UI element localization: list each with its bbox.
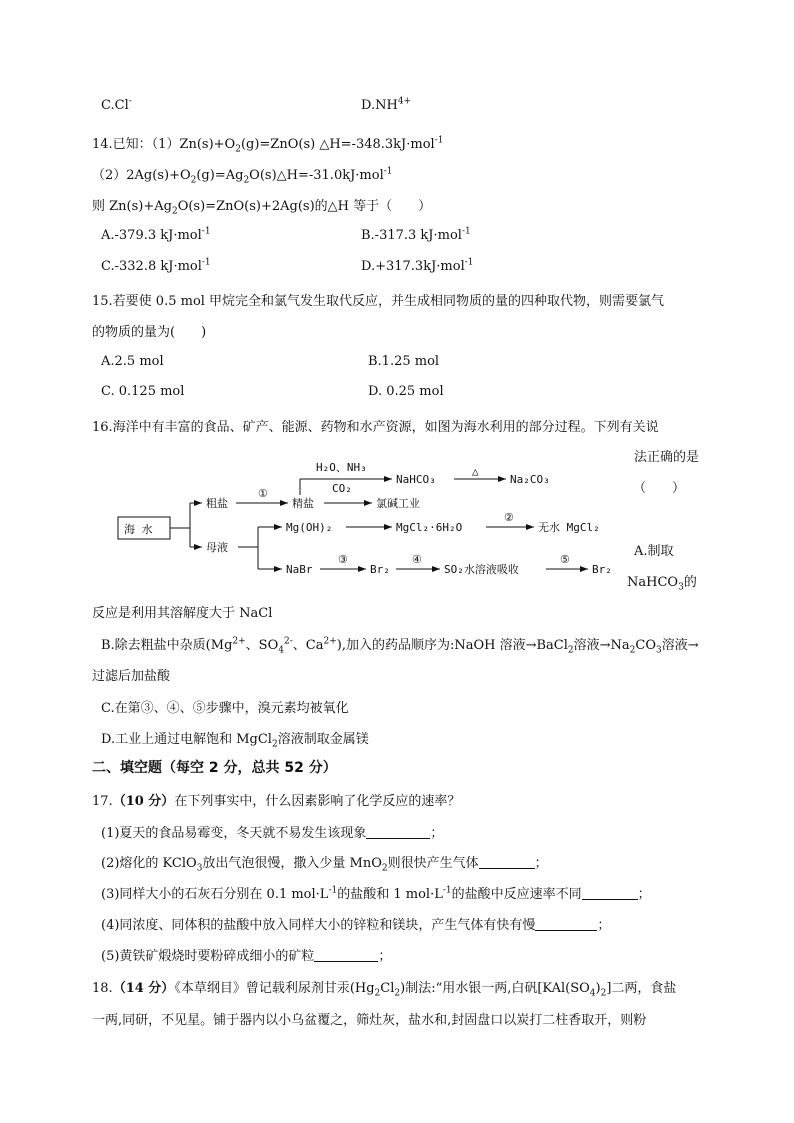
- q17-stem: 17.（10 分）在下列事实中，什么因素影响了化学反应的速率？: [92, 794, 461, 809]
- fine-salt-label: 精盐: [292, 497, 314, 510]
- answer-blank-1[interactable]: [366, 825, 430, 839]
- q17-item-5: (5)黄铁矿煅烧时要粉碎成细小的矿粒 ；: [101, 949, 392, 964]
- q17-item-1: (1)夏天的食品易霉变，冬天就不易发生该现象 ；: [101, 826, 444, 841]
- q15-option-a: A.2.5 mol: [101, 354, 164, 369]
- q16-option-b-line2: 过滤后加盐酸: [92, 669, 171, 684]
- q15-option-d: D. 0.25 mol: [368, 384, 444, 399]
- q15-option-c: C. 0.125 mol: [101, 384, 185, 399]
- na2co3-label: Na₂CO₃: [510, 473, 550, 486]
- answer-blank-4[interactable]: [535, 917, 597, 931]
- q13-option-c: C.Cl-: [101, 96, 132, 113]
- q18-line2: 一两,同研，不见星。铺于器内以小乌盆覆之，筛灶灰，盐水和,封固盘口以炭打二柱香取开，则粉: [92, 1013, 647, 1028]
- section-2-title: 二、填空题（每空 2 分，总共 52 分）: [92, 760, 337, 776]
- chlor-alkali-label: 氯碱工业: [376, 497, 420, 510]
- nahco3-label: NaHCO₃: [396, 473, 436, 486]
- so2-absorb-label: SO₂水溶液吸收: [444, 563, 519, 576]
- q16-option-a-line1: A.制取: [634, 544, 674, 559]
- q14-option-d: D.+317.3kJ·mol$^{-1}$: [361, 257, 474, 274]
- answer-blank-3[interactable]: [582, 886, 638, 900]
- q18-line1: 18.（14 分）《本草纲目》曾记载利尿剂甘汞$(Hg_2Cl_2)$制法:“用水银一两,白矾$[KAl(SO_4)_2]$二两，食盐: [92, 981, 677, 999]
- seawater-process-diagram: [110, 455, 630, 585]
- nabr-label: NaBr: [286, 563, 313, 576]
- br2-a-label: Br₂: [370, 563, 390, 576]
- q17-item-2: (2)熔化的 KClO$_3$放出气泡很慢，撒入少量 MnO$_2$则很快产生气体 ；: [101, 856, 548, 874]
- mgoh2-label: Mg(OH)₂: [286, 521, 333, 534]
- mother-liquor-label: 母液: [206, 541, 228, 554]
- q17-item-4: (4)同浓度、同体积的盐酸中放入同样大小的锌粒和镁块，产生气体有快有慢 ；: [101, 918, 611, 933]
- q14-option-a: A.-379.3 kJ·mol$^{-1}$: [101, 226, 211, 243]
- reagents-bottom-label: CO₂: [332, 482, 352, 495]
- q14-ask: 则 $Zn(s)+Ag_2O(s)=ZnO(s)+2Ag(s)$的△H 等于（ ）: [92, 199, 432, 217]
- step-5-label: ⑤: [560, 553, 570, 566]
- q14-option-b: B.-317.3 kJ·mol$^{-1}$: [361, 226, 471, 243]
- answer-blank-2[interactable]: [479, 855, 535, 869]
- q16-option-d: D.工业上通过电解饱和 MgCl$_2$溶液制取金属镁: [101, 732, 369, 750]
- q16-answer-paren: （ ）: [633, 481, 686, 496]
- anhydrous-mgcl2-label: 无水 MgCl₂: [538, 521, 600, 534]
- q17-item-3: (3)同样大小的石灰石分别在 0.1 $mol\cdot L^{-1}$的盐酸和 1 $mol\cdot L^{-1}$的盐酸中反应速率不同 ；: [101, 885, 651, 902]
- crude-salt-label: 粗盐: [206, 497, 228, 510]
- q16-stem-line1: 16.海洋中有丰富的食品、矿产、能源、药物和水产资源，如图为海水利用的部分过程。下列有关说: [92, 420, 659, 435]
- q13-option-d: $D.NH^{4+}$: [361, 96, 412, 113]
- q16-option-a-line2: NaHCO$_3$的: [627, 575, 697, 593]
- q16-option-b-line1: B.除去粗盐中杂质($Mg^{2+}$、$SO_4^{2-}$、$Ca^{2+}$),加入的药品顺序为:NaOH 溶液→BaCl$_2$溶液$\to Na_2CO_3$溶液→: [101, 636, 699, 656]
- q15-stem-line1: 15.若要使 0.5 mol 甲烷完全和氯气发生取代反应，并生成相同物质的量的四种取代物，则需要氯气: [92, 294, 665, 309]
- heat-label: △: [472, 465, 479, 478]
- seawater-label: 海 水: [124, 523, 153, 536]
- q14-stem: 14.已知：$(1)Zn(s)+O_2(g)=ZnO(s)$ △H=-348.3kJ·mol$^{-1}$: [92, 135, 444, 155]
- q16-stem-line2: 法正确的是: [634, 450, 700, 465]
- reagents-top-label: H₂O、NH₃: [316, 461, 367, 474]
- q14-option-c: C.-332.8 kJ·mol$^{-1}$: [101, 257, 211, 274]
- step-3-label: ③: [338, 553, 348, 566]
- step-4-label: ④: [412, 553, 422, 566]
- q15-option-b: B.1.25 mol: [368, 354, 440, 369]
- q15-stem-line2: 的物质的量为( ): [92, 325, 207, 340]
- q16-option-c: C.在第③、④、⑤步骤中，溴元素均被氧化: [101, 701, 349, 716]
- q16-option-a-line3: 反应是利用其溶解度大于 NaCl: [92, 606, 273, 621]
- br2-b-label: Br₂: [592, 563, 612, 576]
- answer-blank-5[interactable]: [314, 948, 378, 962]
- q14-equation-2: $(2)2Ag(s)+O_2(g)=Ag_2O(s)\triangle H=-31.0kJ\cdot mol^{-1}$: [92, 166, 393, 186]
- step-1-label: ①: [258, 487, 268, 500]
- step-2-label: ②: [504, 511, 514, 524]
- mgcl2-hydrate-label: MgCl₂·6H₂O: [396, 521, 463, 534]
